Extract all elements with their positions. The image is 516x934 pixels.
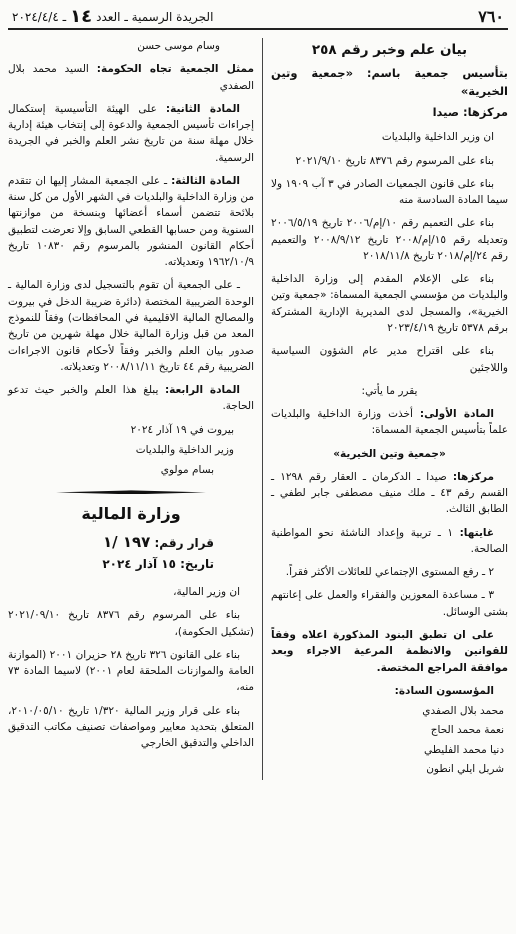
notice-hq: مركزها: صيدا	[432, 104, 508, 119]
founders-list	[271, 703, 508, 777]
paragraph: بناء على المرسوم رقم ٨٣٧٦ تاريخ ٢٠٢١/٠٩/١٠ (تشكيل الحكومة)،	[8, 609, 254, 638]
article-3	[8, 173, 254, 271]
goals	[271, 525, 508, 558]
founder-name: محمد بلال الصفدي	[422, 705, 504, 718]
founder-name: نعمة محمد الحاج	[430, 724, 504, 737]
article-text: أخذت وزارة الداخلية والبلديات علماً بتأسيس الجمعية المسماة:	[271, 408, 508, 437]
paragraph: ان وزير الداخلية والبلديات	[381, 131, 494, 144]
paragraph: بناء على اقتراح مدير عام الشؤون السياسية واللاجئين	[271, 345, 508, 374]
founder-name: شربل ايلي انطون	[426, 762, 504, 775]
article-label: المادة الثالثة:	[171, 174, 240, 187]
article-1	[271, 406, 508, 439]
decision-value: ١٩٧ /١	[102, 533, 151, 552]
page-number: ٧٦٠	[478, 6, 504, 26]
date-label: تاريخ:	[180, 557, 214, 572]
article-label: المادة الأولى:	[419, 408, 494, 421]
minister-title: وزير الداخلية والبلديات	[135, 443, 234, 456]
paragraph: ان وزير المالية،	[173, 586, 240, 599]
page-header	[8, 6, 508, 30]
goal-item: ٢ ـ رفع المستوى الإجتماعي للعائلات الأكثر فقراً.	[285, 566, 494, 579]
bold-note: على ان تطبق البنود المذكورة اعلاه وفقاً للقوانين والانظمة المرعية الاجراء وبعد موافقة المراجع المختصة.	[271, 629, 508, 674]
hq-text: صيدا ـ الدكرمان ـ العقار رقم ١٢٩٨ ـ القسم رقم ٤٣ ـ ملك منيف مصطفى جابر لطفي ـ الطابق الثالث.	[271, 470, 508, 516]
issue-number: ١٤	[70, 6, 93, 28]
article-label: المادة الثانية:	[165, 102, 240, 115]
section-divider	[8, 490, 254, 494]
decision-label: قرار رقم:	[154, 536, 214, 551]
goal-item: ٣ ـ مساعدة المعوزين والفقراء والعمل على إعانتهم بشتى الوسائل.	[271, 589, 508, 618]
rep-text: السيد محمد بلال الصفدي	[8, 63, 254, 92]
issue-date: ـ ٢٠٢٤/٤/٤	[12, 9, 67, 24]
hq-label: مركزها:	[452, 470, 494, 483]
paragraph: بناء على المرسوم رقم ٨٣٧٦ تاريخ ٢٠٢١/٩/١٠	[295, 154, 494, 167]
founders-label: المؤسسون السادة:	[394, 684, 494, 697]
ministry-title: وزارة المالية	[81, 504, 181, 524]
paragraph: ـ على الجمعية أن تقوم بالتسجيل لدى وزارة المالية ـ الوحدة الضريبية المختصة (دائرة ضريبة الدخل في بيروت والمصالح المالية الاقليمية في المحافظات) وفقاً للنموذج المعد من قبل وزارة المالية خلال مهلة شهرين من تاريخ صدور بيان العلم والخبر وفقاً لأحكام قانون الاجراءات الضريبية رقم ٤٤ تاريخ ٢٠٠٨/١١/١١ وتعديلاته.	[8, 279, 254, 373]
article-text: يبلغ هذا العلم والخبر حيث تدعو الحاجة.	[8, 384, 254, 413]
decides-line: يقرر ما يأتي:	[361, 384, 418, 397]
date-value: ١٥ آذار ٢٠٢٤	[102, 557, 176, 572]
article-4	[8, 382, 254, 415]
gazette-name: الجريدة الرسمية ـ العدد	[96, 9, 214, 24]
founder-name: دنيا محمد الفليطي	[423, 743, 504, 756]
article-text: ـ على الجمعية المشار إليها ان تتقدم من وزارة الداخلية والبلديات في الشهر الأول من كل سنة بلائحة تتضمن أسماء أعضائها وبنسخة من موازنتها السنوية ومن حسابها القطعي السابق وإلا تعرضت لتطبيق أحكام القانون المنشور بالمرسوم رقم ١٠٨٣٠ تاريخ ١٩٦٢/١٠/٩ وتعديلاته.	[8, 174, 255, 269]
goal-text: ١ ـ تربية وإعداد الناشئة نحو المواطنية الصالحة.	[271, 526, 508, 555]
paragraph: بناء على التعميم رقم ١٠/إم/٢٠٠٦ تاريخ ٢٠٠٦/٥/١٩ وتعديله رقم ١٥/إم/٢٠٠٨ تاريخ ٢٠٠٨/٩/١٢ والتعميم رقم ٢٤/إم/٢٠١٨ تاريخ ٢٠١٨/١١/٨	[271, 217, 508, 262]
decision-date	[8, 555, 254, 574]
running-header	[12, 3, 213, 31]
paragraph: بناء على الإعلام المقدم إلى وزارة الداخلية والبلديات من مؤسسي الجمعية المسماة: «جمعية وتين الخيرية»، والمسجل لدى المديرية الإدارية المشتركة برقم ٥٣٧٨ تاريخ ٢٠٢٣/٤/١٩	[271, 273, 508, 335]
article-2	[8, 101, 254, 166]
goal-label: غايتها:	[459, 526, 494, 539]
member-name: وسام موسى حسن	[137, 40, 220, 52]
paragraph: بناء على القانون ٣٢٦ تاريخ ٢٨ حزيران ٢٠٠١ (الموازنة العامة والموازنات الملحقة لعام ٢٠٠١) لاسيما المادة ٧٣ منه،	[8, 648, 254, 694]
left-column	[8, 38, 254, 780]
decision-number	[8, 531, 254, 554]
place-date: بيروت في ١٩ آذار ٢٠٢٤	[130, 423, 234, 436]
article-text: على الهيئة التأسيسية إستكمال إجراءات تأسيس الجمعية والدعوة إلى إنتخاب هيئة إدارية خلال مهلة سنة من تاريخ نشر العلم والخبر في الجريدة الرسمية.	[8, 102, 254, 164]
association-name: «جمعية وتين الخيرية»	[333, 447, 446, 460]
paragraph: بناء على قانون الجمعيات الصادر في ٣ آب ١٩٠٩ ولا سيما المادة السادسة منه	[271, 177, 508, 207]
paragraph: بناء على قرار وزير المالية ١/٣٢٠ تاريخ ٢٠١٠/٠٥/١٠، المتعلق بتحديد معايير ومواصفات تصنيف مكاتب التدقيق الداخلي والتدقيق الخارجي	[8, 704, 254, 750]
headquarters	[271, 469, 508, 518]
notice-title: بيان علم وخبر رقم ٢٥٨	[311, 42, 468, 58]
right-column	[262, 38, 508, 780]
notice-subtitle: بتأسيس جمعية باسم: «جمعية وتين الخيرية»	[271, 65, 508, 98]
representative	[8, 61, 254, 94]
minister-name: بسام مولوي	[160, 464, 214, 477]
rep-label: ممثل الجمعية تجاه الحكومة:	[96, 63, 254, 76]
article-label: المادة الرابعة:	[164, 384, 240, 397]
